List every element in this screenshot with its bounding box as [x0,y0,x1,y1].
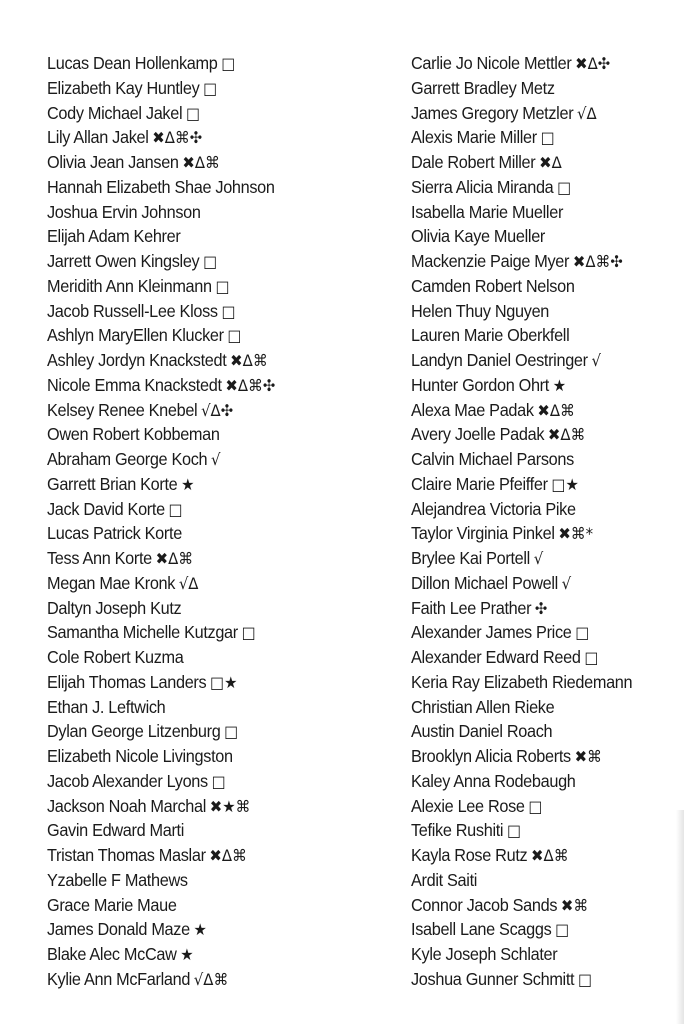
honor-marks: □ [555,920,570,940]
honor-marks: ★ [180,945,194,964]
name-entry [47,76,354,101]
name-entry [411,175,662,200]
name-entry [411,645,662,670]
name-entry [47,620,354,645]
student-name: Alejandrea Victoria Pike [411,498,576,519]
honor-marks: ★ [552,375,567,395]
student-name: Alexander James Price [411,622,572,643]
honor-marks: ★ [193,920,207,940]
student-name: Olivia Jean Jansen [47,152,179,172]
student-name: Gavin Edward Marti [47,820,185,841]
name-entry [411,224,662,249]
name-entry [411,571,662,596]
honor-marks: ★ [181,474,195,494]
honor-marks: √ [210,450,221,469]
name-entry [47,571,354,596]
student-name: Jack David Korte [47,498,165,519]
name-entry [47,917,354,942]
student-name: Jacob Alexander Lyons [47,770,208,791]
student-name: Abraham George Koch [47,449,208,469]
honor-marks: □ [575,623,590,643]
name-entry [411,818,662,843]
honor-marks: ✖Δ⌘ [537,400,575,420]
student-name: Jarrett Owen Kingsley [47,251,200,271]
student-name: Alexis Marie Miller [411,127,537,148]
name-entry [47,769,354,794]
honor-marks: □ [221,301,236,321]
student-name: Camden Robert Nelson [411,275,575,296]
name-entry [411,843,662,868]
name-entry [47,670,354,695]
name-entry [411,249,662,274]
student-name: Ethan J. Leftwich [47,696,166,717]
student-name: Megan Mae Kronk [47,572,176,593]
name-entry [47,744,354,769]
student-name: Kyle Joseph Schlater [411,944,558,964]
student-name: Joshua Gunner Schmitt [411,968,575,989]
name-entry [47,51,354,76]
name-entry [411,942,662,967]
honor-marks: ✖⌘ [574,747,602,766]
honor-marks: □ [506,821,522,841]
name-entry [47,373,354,398]
honor-marks: □ [584,648,599,667]
student-name: Taylor Virginia Pinkel [411,523,555,544]
student-name: Keria Ray Elizabeth Riedemann [411,671,633,692]
name-entry [411,323,662,348]
name-entry [47,224,354,249]
student-name: Hunter Gordon Ohrt [411,374,549,395]
student-name: Elijah Adam Kehrer [47,226,181,247]
name-entry [47,645,354,670]
name-entry [411,546,662,571]
name-entry [47,893,354,918]
student-name: Carlie Jo Nicole Mettler [411,53,572,73]
student-name: Elijah Thomas Landers [47,671,207,692]
student-name: Owen Robert Kobbeman [47,424,220,445]
student-name: Kylie Ann McFarland [47,968,191,989]
student-name: Kaley Anna Rodebaugh [411,770,576,791]
student-name: Ashlyn MaryEllen Klucker [47,325,224,346]
name-entry [411,398,662,423]
name-entry [47,323,354,348]
name-entry [47,125,354,150]
name-entry [47,447,354,472]
name-entry [411,868,662,893]
honor-marks: ✖Δ⌘ [182,153,220,172]
honor-marks: □ [540,128,555,148]
student-name: Garrett Bradley Metz [411,77,555,98]
name-entry [411,521,662,546]
honor-marks: □ [211,771,226,791]
name-entry [47,101,354,126]
name-entry [411,620,662,645]
student-name: Brylee Kai Portell [411,548,530,568]
honor-marks: √ [591,351,601,370]
student-name: Mackenzie Paige Myer [411,251,570,271]
student-name: Landyn Daniel Oestringer [411,350,588,370]
student-name: James Gregory Metzler [411,102,574,123]
student-name: Garrett Brian Korte [47,473,178,494]
honor-marks: ✖Δ⌘✣ [225,375,276,395]
name-entry [411,125,662,150]
student-name: Lucas Dean Hollenkamp [47,53,218,73]
student-name: Alexa Mae Padak [411,399,534,420]
honor-marks: √ [533,549,544,568]
honor-marks: ✖★⌘ [209,796,251,816]
name-entry [47,200,354,225]
honor-marks: ✖Δ⌘ [230,351,268,370]
student-name: James Donald Maze [47,919,190,940]
student-name: Tefike Rushiti [411,820,504,841]
honor-marks: □ [577,969,593,989]
student-name: Alexander Edward Reed [411,647,581,667]
name-entry [47,274,354,299]
honor-marks: □ [241,623,256,643]
name-entry [47,472,354,497]
name-entry [47,175,354,200]
honor-marks: ✖Δ⌘ [209,846,247,865]
name-entry [411,794,662,819]
name-entry [47,794,354,819]
name-entry [411,917,662,942]
student-name: Elizabeth Nicole Livingston [47,746,233,766]
student-name: Elizabeth Kay Huntley [47,77,200,98]
student-name: Tess Ann Korte [47,548,152,568]
name-entry [411,150,662,175]
honor-marks: □ [203,252,218,271]
student-name: Meridith Ann Kleinmann [47,275,212,296]
honor-marks: √ [561,573,572,593]
student-name: Dillon Michael Powell [411,572,558,593]
honor-marks: ✣ [534,598,548,618]
honor-marks: ✖Δ⌘ [155,549,194,568]
name-entry [47,348,354,373]
honor-marks: □ [557,177,572,197]
name-column-right [411,51,681,992]
name-entry [411,373,662,398]
honor-marks: √Δ [577,103,597,123]
student-name: Lauren Marie Oberkfell [411,325,570,346]
name-entry [411,744,662,769]
name-entry [47,521,354,546]
honor-marks: □ [215,276,230,296]
student-name: Daltyn Joseph Kutz [47,597,182,618]
name-entry [47,695,354,720]
honor-marks: ✖⌘* [558,524,594,544]
student-name: Helen Thuy Nguyen [411,300,550,321]
name-entry [411,596,662,621]
student-name: Lily Allan Jakel [47,127,149,148]
student-name: Tristan Thomas Maslar [47,845,206,865]
honor-marks: □ [221,54,236,73]
student-name: Isabella Marie Mueller [411,201,564,222]
name-entry [411,769,662,794]
name-entry [47,596,354,621]
honor-marks: □ [168,499,183,519]
name-entry [47,818,354,843]
honor-marks: □★ [210,672,238,692]
name-entry [411,447,662,472]
name-entry [47,398,354,423]
student-name: Joshua Ervin Johnson [47,201,201,222]
name-entry [411,101,662,126]
name-entry [47,249,354,274]
name-entry [47,942,354,967]
student-name: Jackson Noah Marchal [47,795,207,816]
student-name: Samantha Michelle Kutzgar [47,622,238,643]
student-name: Ardit Saiti [411,869,478,890]
student-name: Brooklyn Alicia Roberts [411,746,571,766]
student-name: Yzabelle F Mathews [47,869,188,890]
name-entry [47,422,354,447]
student-name: Calvin Michael Parsons [411,449,574,469]
student-name: Claire Marie Pfeiffer [411,473,548,494]
student-name: Christian Allen Rieke [411,696,555,717]
student-name: Sierra Alicia Miranda [411,176,554,197]
honor-marks: √Δ✣ [201,400,234,420]
name-entry [411,274,662,299]
name-entry [47,843,354,868]
name-entry [47,967,354,992]
student-name: Isabell Lane Scaggs [411,919,552,940]
name-entry [411,893,662,918]
student-name: Faith Lee Prather [411,597,532,618]
honor-marks: □ [203,78,218,98]
honor-marks: ✖⌘ [560,895,589,915]
name-entry [411,200,662,225]
honor-marks: ✖Δ⌘✣ [152,128,203,148]
name-entry [411,299,662,324]
name-entry [411,472,662,497]
name-entry [47,868,354,893]
name-entry [411,967,662,992]
honor-marks: √Δ⌘ [193,969,229,989]
student-name: Jacob Russell-Lee Kloss [47,300,218,321]
student-name: Dylan George Litzenburg [47,721,221,742]
student-name: Nicole Emma Knackstedt [47,374,222,395]
student-name: Ashley Jordyn Knackstedt [47,350,227,370]
student-name: Connor Jacob Sands [411,894,558,915]
student-name: Cole Robert Kuzma [47,647,184,667]
name-entry [411,348,662,373]
student-name: Cody Michael Jakel [47,102,183,123]
name-entry [47,150,354,175]
honor-marks: □ [227,326,242,346]
student-name: Austin Daniel Roach [411,721,553,742]
honor-marks: □ [224,722,239,742]
page-edge-shadow [676,810,684,1024]
name-entry [411,422,662,447]
name-entry [47,546,354,571]
name-entry [47,299,354,324]
student-name: Kayla Rose Rutz [411,845,528,865]
name-entry [47,497,354,522]
student-name: Avery Joelle Padak [411,424,545,445]
student-name: Lucas Patrick Korte [47,523,182,544]
name-entry [411,719,662,744]
student-name: Alexie Lee Rose [411,795,525,816]
honor-marks: □ [528,796,543,816]
name-entry [411,51,662,76]
name-entry [411,670,662,695]
student-name: Hannah Elizabeth Shae Johnson [47,176,275,197]
student-name: Blake Alec McCaw [47,944,177,964]
name-column-left [47,51,377,992]
honor-marks: ✖Δ [539,153,562,172]
student-name: Grace Marie Maue [47,894,177,915]
honor-marks: ✖Δ⌘✣ [572,252,623,271]
honor-marks: ✖Δ✣ [575,54,611,73]
name-entry [411,76,662,101]
student-name: Olivia Kaye Mueller [411,226,546,247]
honor-marks: □ [185,103,201,123]
name-entry [47,719,354,744]
student-name: Kelsey Renee Knebel [47,399,198,420]
honor-marks: ✖Δ⌘ [547,425,586,445]
name-entry [411,695,662,720]
honor-marks: □★ [551,474,579,494]
name-entry [411,497,662,522]
honor-marks: √Δ [178,573,199,593]
honor-marks: ✖Δ⌘ [531,846,569,865]
student-name: Dale Robert Miller [411,152,536,172]
